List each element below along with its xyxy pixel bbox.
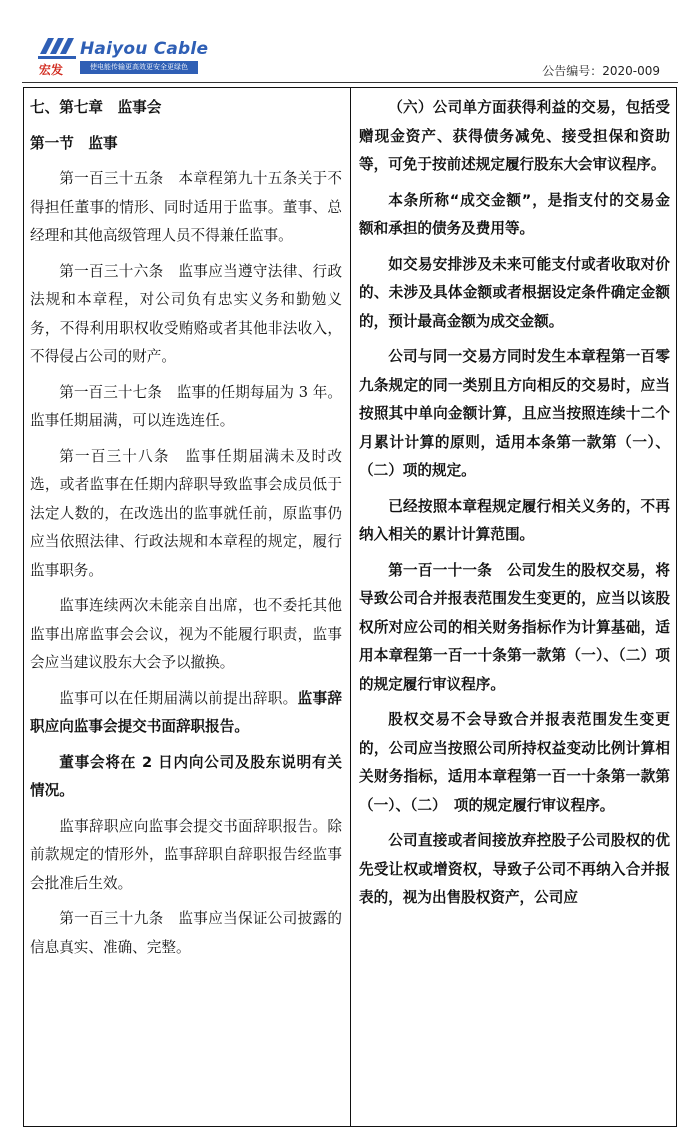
left-column <box>24 88 351 1126</box>
right-column-paragraph: 本条所称“成交金额”，是指支付的交易金额和承担的债务及费用等。 <box>359 191 670 237</box>
right-column-paragraph: 公司直接或者间接放弃控股子公司股权的优先受让权或增资权，导致子公司不再纳入合并报表的，视为出售股权资产，公司应 <box>359 832 670 906</box>
left-column-paragraph: 第一百三十五条 本章程第九十五条关于不得担任董事的情形、同时适用于监事。董事、总经理和其他高级管理人员不得兼任监事。 <box>30 170 342 244</box>
left-column-paragraph <box>30 685 342 742</box>
comparison-table <box>23 87 677 1127</box>
right-column-paragraph: 已经按照本章程规定履行相关义务的，不再纳入相关的累计计算范围。 <box>359 497 670 543</box>
left-column-paragraph: 监事辞职应向监事会提交书面辞职报告。除前款规定的情形外，监事辞职自辞职报告经监事会批准后生效。 <box>30 817 342 892</box>
left-column-paragraph: 监事连续两次未能亲自出席，也不委托其他监事出席监事会会议，视为不能履行职责，监事会应当建议股东大会予以撤换。 <box>30 597 342 671</box>
page-header <box>0 0 700 88</box>
left-column-paragraph: 董事会将在 2 日内向公司及股东说明有关情况。 <box>30 753 342 799</box>
header-divider <box>22 82 678 83</box>
right-column-paragraph: 第一百一十一条 公司发生的股权交易，将导致公司合并报表范围发生变更的，应当以该股权所对应公司的相关财务指标作为计算基础，适用本章程第一百一十条第一款第（一）、（二）项的规定履行审议程序。 <box>359 561 670 693</box>
right-column-paragraph: （六）公司单方面获得利益的交易，包括受赠现金资产、获得债务减免、接受担保和资助等，可免于按前述规定履行股东大会审议程序。 <box>359 99 670 173</box>
left-column-paragraph: 第一百三十七条 监事的任期每届为 3 年。监事任期届满，可以连选连任。 <box>30 383 342 429</box>
left-column-paragraph: 七、第七章 监事会 <box>30 99 162 116</box>
right-column-paragraph: 股权交易不会导致合并报表范围发生变更的，公司应当按照公司所持权益变动比例计算相关财务指标，适用本章程第一百一十条第一款第（一）、（二） 项的规定履行审议程序。 <box>359 711 670 814</box>
paragraph-segment: 监事可以在任期届满以前提出辞职。 <box>59 689 298 707</box>
logo-chinese-name: 宏发 <box>39 63 64 77</box>
right-column-paragraph: 公司与同一交易方同时发生本章程第一百零九条规定的同一类别且方向相反的交易时，应当按照其中单向金额计算，且应当按照连续十二个月累计计算的原则，适用本条第一款第（一）、（二）项的规定。 <box>359 348 670 479</box>
left-column-paragraph: 第一百三十六条 监事应当遵守法律、行政法规和本章程，对公司负有忠实义务和勤勉义务，不得利用职权收受贿赂或者其他非法收入，不得侵占公司的财产。 <box>30 262 342 365</box>
paragraph-segment: 监事辞职应向监事会提交书面辞职报告。 <box>30 689 342 735</box>
logo-text: Haiyou Cable <box>80 39 209 59</box>
right-column <box>351 88 676 1126</box>
left-column-paragraph: 第一百三十九条 监事应当保证公司披露的信息真实、准确、完整。 <box>30 910 342 956</box>
left-column-paragraph: 第一节 监事 <box>30 134 118 152</box>
right-column-paragraph: 如交易安排涉及未来可能支付或者收取对价的、未涉及具体金额或者根据设定条件确定金额的，预计最高金额为成交金额。 <box>359 255 670 330</box>
announcement-number: 公告编号：2020-009 <box>542 64 660 78</box>
left-column-paragraph: 第一百三十八条 监事任期届满未及时改选，或者监事在任期内辞职导致监事会成员低于法定人数的，在改选出的监事就任前，原监事仍应当依照法律、行政法规和本章程的规定，履行监事职务。 <box>30 447 342 579</box>
logo-slogan: 使电能传输更高效更安全更绿色 <box>80 61 198 74</box>
